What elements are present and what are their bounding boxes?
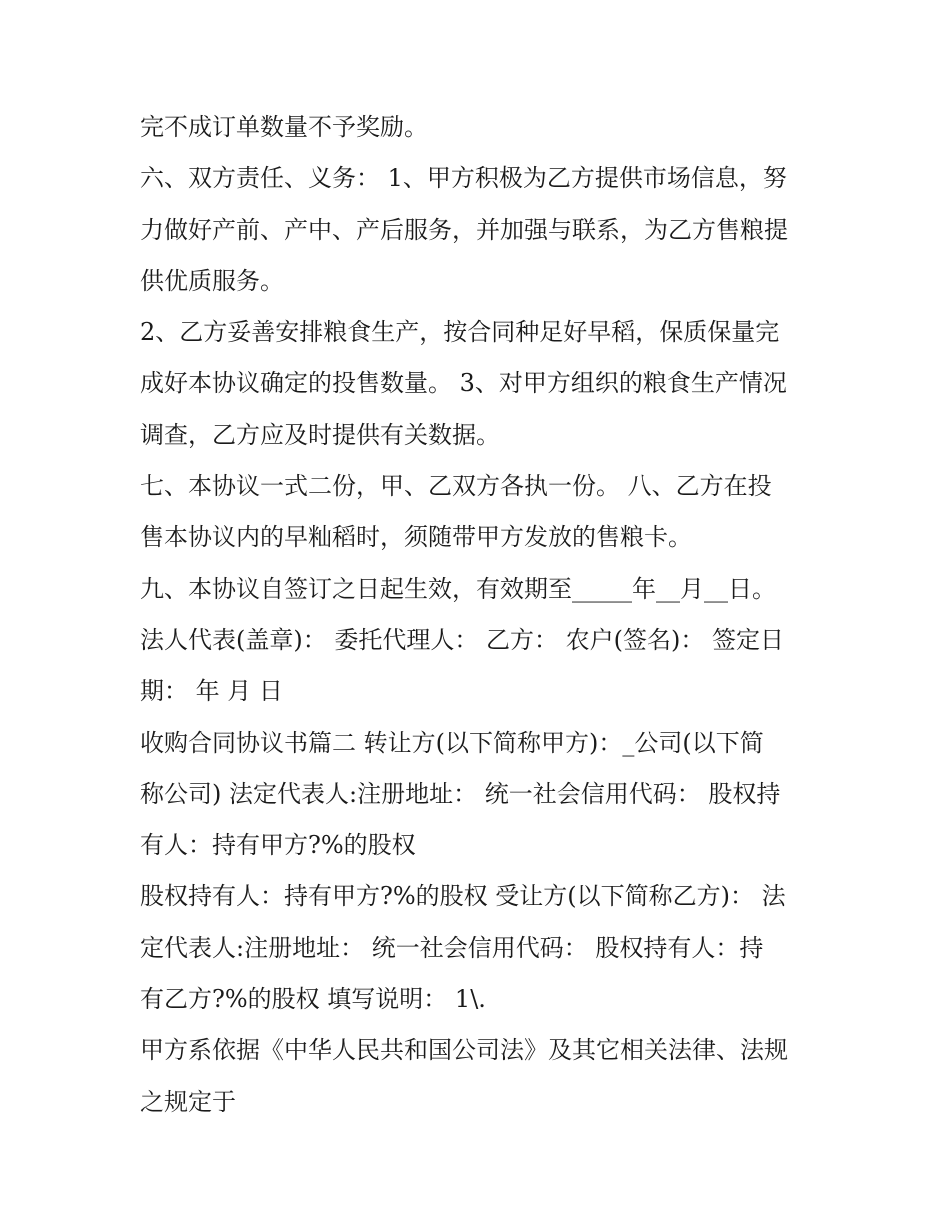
paragraph: [140, 307, 820, 461]
text-line: 有乙方?%的股权 填写说明： 1\.: [140, 985, 486, 1014]
text-line: 九、本协议自签订之日起生效，有效期至_____年__月__日。: [140, 574, 776, 603]
text-line: 完不成订单数量不予奖励。: [140, 113, 428, 141]
paragraph: [140, 871, 820, 1025]
text-line: 六、双方责任、义务： 1、甲方积极为乙方提供市场信息，努: [140, 164, 787, 193]
paragraph: [140, 1025, 820, 1128]
text-line: 称公司) 法定代表人:注册地址： 统一社会信用代码： 股权持: [140, 779, 781, 808]
text-line: 之规定于: [140, 1087, 236, 1116]
text-line: 期： 年 月 日: [140, 677, 283, 706]
text-line: 有人：持有甲方?%的股权: [140, 831, 416, 860]
text-line: 七、本协议一式二份，甲、乙双方各执一份。 八、乙方在投: [140, 472, 772, 501]
text-line: 调查，乙方应及时提供有关数据。: [140, 420, 500, 449]
text-line: 法人代表(盖章)： 委托代理人： 乙方： 农户(签名)： 签定日: [140, 625, 784, 654]
paragraph: [140, 564, 820, 615]
text-line: 供优质服务。: [140, 266, 284, 295]
text-line: 定代表人:注册地址： 统一社会信用代码： 股权持有人：持: [140, 933, 764, 962]
paragraph: [140, 718, 820, 872]
text-line: 售本协议内的早籼稻时，须随带甲方发放的售粮卡。: [140, 523, 692, 552]
paragraph: [140, 153, 820, 307]
text-line: 力做好产前、产中、产后服务，并加强与联系，为乙方售粮提: [140, 215, 788, 244]
paragraph: [140, 615, 820, 718]
text-line: 股权持有人：持有甲方?%的股权 受让方(以下简称乙方)： 法: [140, 882, 786, 911]
text-line: 甲方系依据《中华人民共和国公司法》及其它相关法律、法规: [140, 1036, 788, 1065]
text-line: 收购合同协议书篇二 转让方(以下简称甲方)：_公司(以下简: [140, 728, 764, 757]
document-body: [140, 102, 820, 1128]
text-line: 成好本协议确定的投售数量。 3、对甲方组织的粮食生产情况: [140, 369, 787, 398]
paragraph: [140, 461, 820, 564]
paragraph: [140, 102, 820, 153]
text-line: 2、乙方妥善安排粮食生产，按合同种足好早稻，保质保量完: [140, 318, 780, 347]
